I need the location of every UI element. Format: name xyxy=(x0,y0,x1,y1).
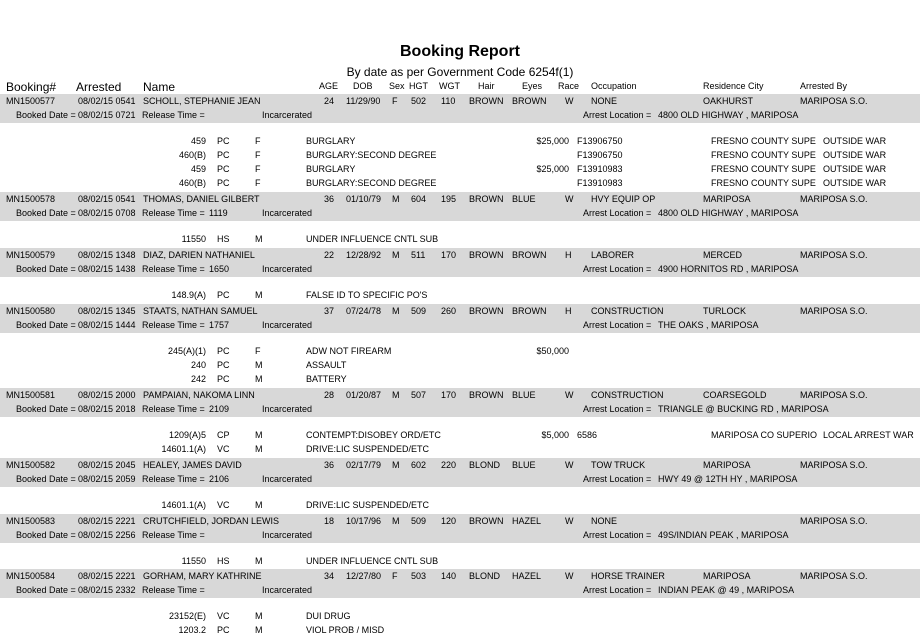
person-name: DIAZ, DARIEN NATHANIEL xyxy=(143,250,255,260)
age-value: 22 xyxy=(324,250,335,260)
bail-amount: $5,000 xyxy=(541,430,569,440)
charge-type: VC xyxy=(217,444,230,454)
arrest-location-value: 4800 OLD HIGHWAY , MARIPOSA xyxy=(658,208,799,218)
occupation-value: TOW TRUCK xyxy=(591,460,646,470)
arrested-datetime: 08/02/15 0541 xyxy=(78,96,136,106)
hair-value: BLOND xyxy=(469,571,501,581)
arrested-datetime: 08/02/15 0541 xyxy=(78,194,136,204)
eyes-value: BROWN xyxy=(512,96,547,106)
charge-description: BURGLARY:SECOND DEGREE xyxy=(306,178,437,188)
booked-date-value: 08/02/15 2059 xyxy=(78,474,136,484)
custody-status: Incarcerated xyxy=(262,208,313,218)
charge-code: 245(A)(1) xyxy=(167,346,206,356)
sex-value: M xyxy=(392,250,400,260)
charge-type: PC xyxy=(217,625,230,635)
header-arrested: Arrested xyxy=(76,80,122,94)
header-booking: Booking# xyxy=(6,80,57,94)
hair-value: BROWN xyxy=(469,516,504,526)
custody-status: Incarcerated xyxy=(262,320,313,330)
custody-status: Incarcerated xyxy=(262,585,313,595)
person-name: CRUTCHFIELD, JORDAN LEWIS xyxy=(143,516,280,526)
residence-city-value: COARSEGOLD xyxy=(703,390,767,400)
weight-value: 110 xyxy=(441,96,456,106)
arrest-location-label: Arrest Location = xyxy=(583,404,652,414)
charge-level: F xyxy=(255,178,261,188)
custody-status: Incarcerated xyxy=(262,264,313,274)
charge-description: DUI DRUG xyxy=(306,611,351,621)
age-value: 18 xyxy=(324,516,335,526)
court-name: FRESNO COUNTY SUPE xyxy=(711,164,816,174)
release-time-label: Release Time = xyxy=(142,208,205,218)
booked-date-label: Booked Date = xyxy=(16,474,76,484)
charge-type: PC xyxy=(217,136,230,146)
booked-date-label: Booked Date = xyxy=(16,110,76,120)
arrested-by-value: MARIPOSA S.O. xyxy=(800,250,868,260)
charge-description: BURGLARY xyxy=(306,136,356,146)
dob-value: 07/24/78 xyxy=(346,306,382,316)
report-subtitle: By date as per Government Code 6254f(1) xyxy=(346,65,574,79)
arrest-location-value: 4800 OLD HIGHWAY , MARIPOSA xyxy=(658,110,799,120)
weight-value: 120 xyxy=(441,516,457,526)
bail-amount: $25,000 xyxy=(536,136,569,146)
person-name: SCHOLL, STEPHANIE JEAN xyxy=(143,96,261,106)
arrest-location-value: HWY 49 @ 12TH HY , MARIPOSA xyxy=(658,474,798,484)
dob-value: 11/29/90 xyxy=(346,96,381,106)
height-value: 509 xyxy=(411,516,427,526)
release-time-label: Release Time = xyxy=(142,585,205,595)
occupation-value: LABORER xyxy=(591,250,635,260)
charge-level: F xyxy=(255,136,261,146)
arrest-location-value: TRIANGLE @ BUCKING RD , MARIPOSA xyxy=(658,404,829,414)
charge-code: 14601.1(A) xyxy=(161,500,206,510)
charge-type: PC xyxy=(217,346,230,356)
charge-description: BATTERY xyxy=(306,374,347,384)
bail-amount: $25,000 xyxy=(536,164,569,174)
eyes-value: HAZEL xyxy=(512,516,542,526)
custody-status: Incarcerated xyxy=(262,110,313,120)
custody-status: Incarcerated xyxy=(262,474,313,484)
weight-value: 140 xyxy=(441,571,457,581)
court-name: FRESNO COUNTY SUPE xyxy=(711,150,816,160)
charge-description: UNDER INFLUENCE CNTL SUB xyxy=(306,234,439,244)
booking-number: MN1500581 xyxy=(6,390,56,400)
booked-date-value: 08/02/15 1444 xyxy=(78,320,136,330)
warrant-type: OUTSIDE WAR xyxy=(823,178,887,188)
charge-code: 148.9(A) xyxy=(171,290,206,300)
warrant-type: LOCAL ARREST WAR xyxy=(823,430,914,440)
arrested-datetime: 08/02/15 2221 xyxy=(78,571,136,581)
release-time-label: Release Time = xyxy=(142,320,205,330)
race-value: H xyxy=(565,250,572,260)
charge-code: 23152(E) xyxy=(168,611,206,621)
charge-level: M xyxy=(255,374,263,384)
residence-city-value: MERCED xyxy=(703,250,743,260)
release-time-label: Release Time = xyxy=(142,530,205,540)
booked-date-value: 08/02/15 2256 xyxy=(78,530,136,540)
arrested-datetime: 08/02/15 2000 xyxy=(78,390,136,400)
charge-description: CONTEMPT:DISOBEY ORD/ETC xyxy=(306,430,441,440)
booking-number: MN1500582 xyxy=(6,460,56,470)
residence-city-value: MARIPOSA xyxy=(703,194,751,204)
person-name: THOMAS, DANIEL GILBERT xyxy=(143,194,260,204)
occupation-value: CONSTRUCTION xyxy=(591,390,664,400)
case-number: F13910983 xyxy=(577,178,623,188)
charge-type: HS xyxy=(217,234,230,244)
arrested-datetime: 08/02/15 1348 xyxy=(78,250,136,260)
custody-status: Incarcerated xyxy=(262,530,313,540)
arrest-location-value: 4900 HORNITOS RD , MARIPOSA xyxy=(658,264,799,274)
charge-description: FALSE ID TO SPECIFIC PO'S xyxy=(306,290,428,300)
age-value: 34 xyxy=(324,571,335,581)
case-number: F13910983 xyxy=(577,164,623,174)
arrested-by-value: MARIPOSA S.O. xyxy=(800,516,868,526)
charge-level: M xyxy=(255,611,263,621)
charge-level: M xyxy=(255,290,263,300)
charge-type: PC xyxy=(217,164,230,174)
booked-date-label: Booked Date = xyxy=(16,585,76,595)
case-number: F13906750 xyxy=(577,150,623,160)
warrant-type: OUTSIDE WAR xyxy=(823,150,887,160)
hair-value: BROWN xyxy=(469,306,504,316)
arrested-by-value: MARIPOSA S.O. xyxy=(800,460,868,470)
charge-description: ASSAULT xyxy=(306,360,347,370)
eyes-value: BLUE xyxy=(512,390,536,400)
custody-status: Incarcerated xyxy=(262,404,313,414)
height-value: 604 xyxy=(411,194,427,204)
eyes-value: HAZEL xyxy=(512,571,542,581)
charge-level: F xyxy=(255,150,261,160)
court-name: MARIPOSA CO SUPERIO xyxy=(711,430,818,440)
report-title: Booking Report xyxy=(400,43,520,60)
sex-value: M xyxy=(392,390,400,400)
race-value: W xyxy=(565,460,574,470)
sex-value: M xyxy=(392,516,400,526)
release-time-label: Release Time = xyxy=(142,264,205,274)
header-residence-city: Residence City xyxy=(703,81,764,91)
record-band xyxy=(0,304,920,333)
dob-value: 12/28/92 xyxy=(346,250,382,260)
charge-code: 459 xyxy=(190,136,206,146)
sex-value: F xyxy=(392,571,398,581)
person-name: STAATS, NATHAN SAMUEL xyxy=(143,306,258,316)
hair-value: BROWN xyxy=(469,96,504,106)
charge-type: PC xyxy=(217,150,230,160)
arrest-location-label: Arrest Location = xyxy=(583,474,652,484)
booked-date-label: Booked Date = xyxy=(16,264,76,274)
header-arrested-by: Arrested By xyxy=(800,81,848,91)
booked-date-value: 08/02/15 0708 xyxy=(78,208,136,218)
arrested-by-value: MARIPOSA S.O. xyxy=(800,306,868,316)
case-number: F13906750 xyxy=(577,136,623,146)
race-value: W xyxy=(565,194,574,204)
booking-number: MN1500583 xyxy=(6,516,56,526)
dob-value: 01/20/87 xyxy=(346,390,382,400)
arrest-location-label: Arrest Location = xyxy=(583,530,652,540)
residence-city-value: TURLOCK xyxy=(703,306,747,316)
header-occupation: Occupation xyxy=(591,81,637,91)
header-dob: DOB xyxy=(353,81,373,91)
release-time-value: 1650 xyxy=(209,264,230,274)
arrest-location-value: INDIAN PEAK @ 49 , MARIPOSA xyxy=(658,585,795,595)
charge-type: PC xyxy=(217,178,230,188)
arrested-datetime: 08/02/15 2045 xyxy=(78,460,136,470)
dob-value: 02/17/79 xyxy=(346,460,382,470)
eyes-value: BLUE xyxy=(512,194,536,204)
booked-date-value: 08/02/15 1438 xyxy=(78,264,136,274)
sex-value: M xyxy=(392,194,400,204)
arrest-location-label: Arrest Location = xyxy=(583,264,652,274)
weight-value: 195 xyxy=(441,194,457,204)
race-value: W xyxy=(565,516,574,526)
charge-level: F xyxy=(255,346,261,356)
race-value: W xyxy=(565,571,574,581)
booked-date-value: 08/02/15 2018 xyxy=(78,404,136,414)
charge-level: M xyxy=(255,500,263,510)
occupation-value: CONSTRUCTION xyxy=(591,306,664,316)
hair-value: BROWN xyxy=(469,194,504,204)
charge-description: DRIVE:LIC SUSPENDED/ETC xyxy=(306,444,430,454)
charge-code: 459 xyxy=(190,164,206,174)
court-name: FRESNO COUNTY SUPE xyxy=(711,136,816,146)
warrant-type: OUTSIDE WAR xyxy=(823,164,887,174)
court-name: FRESNO COUNTY SUPE xyxy=(711,178,816,188)
charge-code: 14601.1(A) xyxy=(161,444,206,454)
eyes-value: BROWN xyxy=(512,306,547,316)
header-wgt: WGT xyxy=(439,81,460,91)
release-time-value: 1119 xyxy=(209,208,228,218)
release-time-value: 2109 xyxy=(209,404,230,414)
booked-date-label: Booked Date = xyxy=(16,320,76,330)
charge-code: 1209(A)5 xyxy=(168,430,206,440)
charge-code: 242 xyxy=(190,374,206,384)
arrested-datetime: 08/02/15 1345 xyxy=(78,306,136,316)
release-time-value: 2106 xyxy=(209,474,230,484)
person-name: PAMPAIAN, NAKOMA LINN xyxy=(143,390,255,400)
age-value: 37 xyxy=(324,306,335,316)
weight-value: 170 xyxy=(441,390,457,400)
charge-level: M xyxy=(255,556,263,566)
header-hgt: HGT xyxy=(409,81,428,91)
arrest-location-label: Arrest Location = xyxy=(583,208,652,218)
arrest-location-value: 49S/INDIAN PEAK , MARIPOSA xyxy=(658,530,789,540)
height-value: 509 xyxy=(411,306,427,316)
race-value: W xyxy=(565,390,574,400)
arrested-datetime: 08/02/15 2221 xyxy=(78,516,136,526)
age-value: 36 xyxy=(324,194,335,204)
sex-value: M xyxy=(392,460,400,470)
charge-code: 11550 xyxy=(181,556,206,566)
height-value: 602 xyxy=(411,460,427,470)
charge-description: ADW NOT FIREARM xyxy=(306,346,392,356)
booking-number: MN1500584 xyxy=(6,571,56,581)
release-time-value: 1757 xyxy=(209,320,230,330)
charge-code: 240 xyxy=(190,360,206,370)
hair-value: BROWN xyxy=(469,250,504,260)
charge-type: CP xyxy=(217,430,230,440)
charge-level: M xyxy=(255,444,263,454)
charge-level: F xyxy=(255,164,261,174)
weight-value: 260 xyxy=(441,306,457,316)
arrest-location-label: Arrest Location = xyxy=(583,585,652,595)
age-value: 28 xyxy=(324,390,335,400)
dob-value: 12/27/80 xyxy=(346,571,382,581)
arrested-by-value: MARIPOSA S.O. xyxy=(800,194,868,204)
eyes-value: BROWN xyxy=(512,250,547,260)
release-time-label: Release Time = xyxy=(142,404,205,414)
booking-number: MN1500577 xyxy=(6,96,56,106)
booking-number: MN1500580 xyxy=(6,306,56,316)
occupation-value: HORSE TRAINER xyxy=(591,571,665,581)
residence-city-value: MARIPOSA xyxy=(703,571,751,581)
header-sex: Sex xyxy=(389,81,405,91)
charge-description: BURGLARY:SECOND DEGREE xyxy=(306,150,437,160)
booked-date-value: 08/02/15 2332 xyxy=(78,585,136,595)
header-hair: Hair xyxy=(478,81,495,91)
header-eyes: Eyes xyxy=(522,81,543,91)
charge-description: DRIVE:LIC SUSPENDED/ETC xyxy=(306,500,430,510)
charge-code: 460(B) xyxy=(178,178,206,188)
bail-amount: $50,000 xyxy=(536,346,569,356)
race-value: H xyxy=(565,306,572,316)
charge-level: M xyxy=(255,430,263,440)
warrant-type: OUTSIDE WAR xyxy=(823,136,887,146)
charge-level: M xyxy=(255,360,263,370)
header-name: Name xyxy=(143,80,176,94)
arrested-by-value: MARIPOSA S.O. xyxy=(800,96,868,106)
booked-date-label: Booked Date = xyxy=(16,404,76,414)
race-value: W xyxy=(565,96,574,106)
charge-level: M xyxy=(255,625,263,635)
occupation-value: HVY EQUIP OP xyxy=(591,194,656,204)
charge-description: UNDER INFLUENCE CNTL SUB xyxy=(306,556,439,566)
occupation-value: NONE xyxy=(591,516,618,526)
release-time-label: Release Time = xyxy=(142,110,205,120)
residence-city-value: MARIPOSA xyxy=(703,460,751,470)
age-value: 24 xyxy=(324,96,335,106)
age-value: 36 xyxy=(324,460,335,470)
charge-code: 460(B) xyxy=(178,150,206,160)
header-race: Race xyxy=(558,81,580,91)
person-name: HEALEY, JAMES DAVID xyxy=(143,460,242,470)
arrest-location-value: THE OAKS , MARIPOSA xyxy=(658,320,759,330)
height-value: 502 xyxy=(411,96,427,106)
dob-value: 01/10/79 xyxy=(346,194,382,204)
residence-city-value: OAKHURST xyxy=(703,96,754,106)
hair-value: BLOND xyxy=(469,460,501,470)
booked-date-label: Booked Date = xyxy=(16,208,76,218)
arrested-by-value: MARIPOSA S.O. xyxy=(800,571,868,581)
eyes-value: BLUE xyxy=(512,460,536,470)
arrest-location-label: Arrest Location = xyxy=(583,320,652,330)
charge-code: 1203.2 xyxy=(178,625,206,635)
arrest-location-label: Arrest Location = xyxy=(583,110,652,120)
booking-number: MN1500579 xyxy=(6,250,56,260)
booking-number: MN1500578 xyxy=(6,194,56,204)
hair-value: BROWN xyxy=(469,390,504,400)
occupation-value: NONE xyxy=(591,96,618,106)
charge-type: PC xyxy=(217,290,230,300)
height-value: 507 xyxy=(411,390,427,400)
height-value: 511 xyxy=(411,250,426,260)
charge-type: VC xyxy=(217,611,230,621)
charge-type: PC xyxy=(217,374,230,384)
booked-date-label: Booked Date = xyxy=(16,530,76,540)
booked-date-value: 08/02/15 0721 xyxy=(78,110,136,120)
charge-code: 11550 xyxy=(181,234,206,244)
person-name: GORHAM, MARY KATHRINE xyxy=(143,571,262,581)
charge-description: BURGLARY xyxy=(306,164,356,174)
release-time-label: Release Time = xyxy=(142,474,205,484)
weight-value: 170 xyxy=(441,250,457,260)
arrested-by-value: MARIPOSA S.O. xyxy=(800,390,868,400)
charge-description: VIOL PROB / MISD xyxy=(306,625,385,635)
charge-type: HS xyxy=(217,556,230,566)
sex-value: F xyxy=(392,96,398,106)
dob-value: 10/17/96 xyxy=(346,516,382,526)
case-number: 6586 xyxy=(577,430,598,440)
charge-type: VC xyxy=(217,500,230,510)
sex-value: M xyxy=(392,306,400,316)
charge-type: PC xyxy=(217,360,230,370)
height-value: 503 xyxy=(411,571,427,581)
header-age: AGE xyxy=(319,81,339,91)
weight-value: 220 xyxy=(441,460,457,470)
charge-level: M xyxy=(255,234,263,244)
